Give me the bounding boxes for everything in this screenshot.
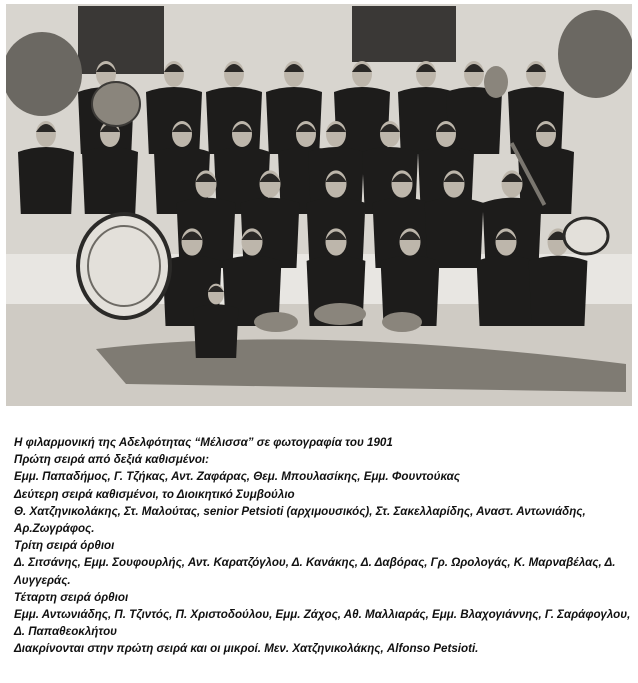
band-member-body — [18, 147, 74, 214]
caption-row-heading: Δεύτερη σειρά καθισμένοι, το Διοικητικό Συμβούλιο — [14, 487, 295, 501]
tenor-horn — [254, 312, 298, 332]
band-member-body — [146, 87, 202, 154]
band-photograph — [6, 4, 632, 406]
window-right — [352, 6, 456, 62]
caption-footnote: Διακρίνονται στην πρώτη σειρά και οι μικροί. Μεν. Χατζηνικολάκης, Alfonso Petsioti. — [14, 642, 479, 656]
band-member-body — [206, 87, 262, 154]
trumpet — [484, 66, 508, 98]
caption-row-names: Εμμ. Παπαδήμος, Γ. Τζήκας, Αντ. Ζαφάρας, Θεμ. Μπουλασίκης, Εμμ. Φουντούκας — [14, 470, 460, 484]
snare-drum — [564, 218, 608, 254]
caption-row-names-text: Θ. Χατζηνικολάκης, Στ. Μαλούτας, senior Petsioti (αρχιμουσικός), Στ. Σακελλαρίδης, Αναστ. Αντωνιάδης, Αρ.Ζωγράφος. — [14, 504, 586, 536]
bass-drum — [78, 214, 170, 318]
band-member-body — [266, 87, 322, 154]
tuba — [92, 82, 140, 126]
band-member-body — [477, 256, 536, 326]
band-member-body — [194, 304, 239, 358]
caption-row-names: Εμμ. Αντωνιάδης, Π. Τζιντός, Π. Χριστοδούλου, Εμμ. Ζάχος, Αθ. Μαλλιαράς, Εμμ. Βλαχογιάννης, Γ. Σαράφογλου, Δ. Παπαθεοκλήτου — [14, 608, 631, 639]
window-left — [78, 6, 164, 74]
caption-row-heading: Τρίτη σειρά όρθιοι — [14, 539, 115, 553]
band-member-body — [529, 256, 588, 326]
baritone-horn — [314, 303, 366, 325]
caption-row-heading: Πρώτη σειρά από δεξιά καθισμένοι: — [14, 453, 210, 467]
caption-row-names: Δ. Σιτσάνης, Εμμ. Σουφουρλής, Αντ. Καρατζόγλου, Δ. Κανάκης, Δ. Δαβόρας, Γρ. Ωρολογάς, Κ. Μαρναβέλας, Δ. Λυγγεράς. — [14, 556, 616, 587]
caption-row-heading: Τέταρτη σειρά όρθιοι — [14, 590, 129, 604]
foliage-right — [558, 10, 632, 98]
caption-row-names — [0, 503, 632, 537]
band-member-body — [508, 87, 564, 154]
cornet — [382, 312, 422, 332]
band-photograph-drawing — [6, 4, 632, 406]
band-member-body — [82, 147, 138, 214]
band-member-body — [425, 198, 484, 268]
photo-caption — [0, 434, 638, 658]
caption-title: Η φιλαρμονική της Αδελφότητας “Μέλισσα” σε φωτογραφία του 1901 — [14, 436, 393, 449]
